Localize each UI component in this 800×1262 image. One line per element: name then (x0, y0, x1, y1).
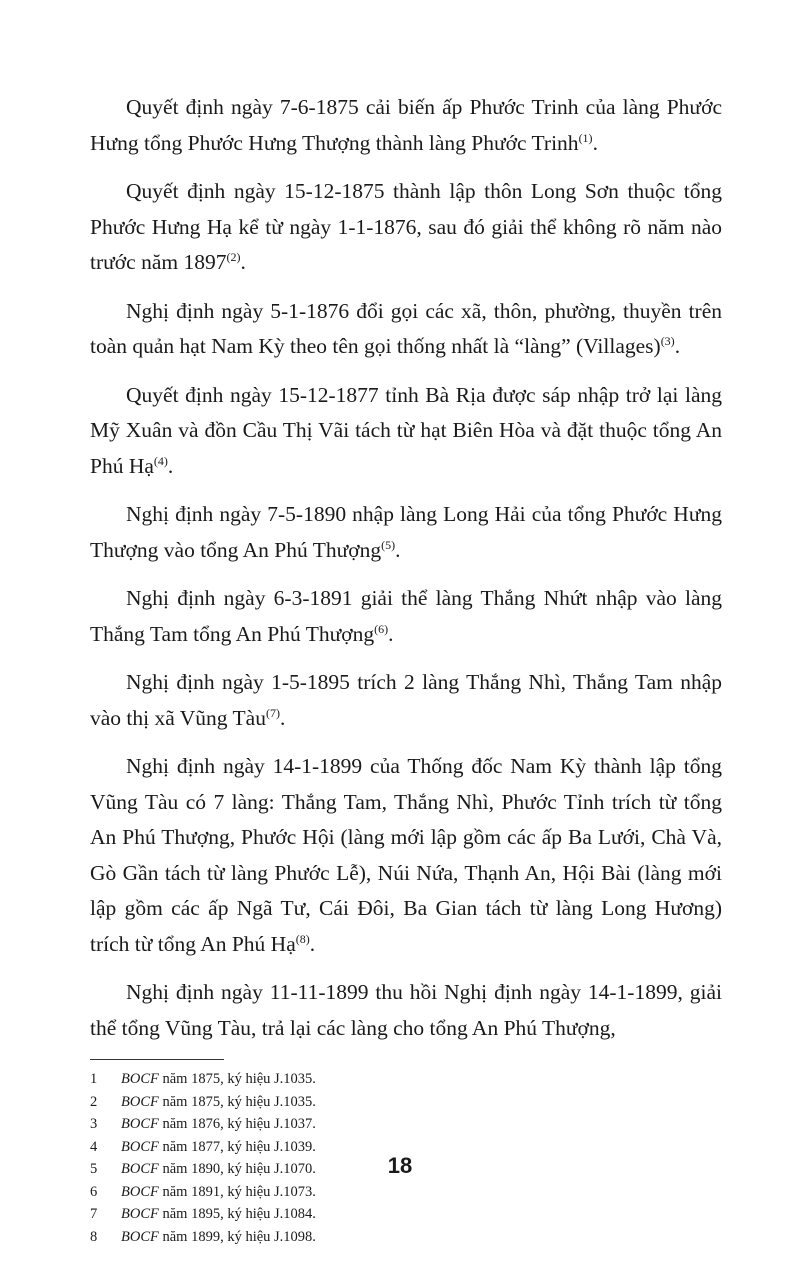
footnote-source: BOCF (121, 1071, 159, 1087)
footnote-2 (90, 1091, 722, 1114)
paragraph-text: Nghị định ngày 14-1-1899 của Thống đốc Nam Kỳ thành lập tổng Vũng Tàu có 7 làng: Thắng Tam, Thắng Nhì, Phước Tỉnh trích từ tổng An Phú Thượng, Phước Hội (làng mới lập gồm các ấp Ba Lưới, Chà Và, Gò Gần tách từ làng Phước Lễ), Núi Nứa, Thạnh An, Hội Bài (làng mới lập gồm các ấp Ngã Tư, Cái Đôi, Ba Gian tách từ làng Long Hương) trích từ tổng An Phú Hạ (90, 754, 722, 956)
footnote-text: năm 1875, ký hiệu J.1035. (158, 1071, 316, 1087)
paragraph-1 (90, 90, 722, 161)
footnote-divider (90, 1059, 224, 1060)
footnote-number: 8 (90, 1228, 98, 1245)
footnote-number: 1 (90, 1071, 98, 1087)
paragraph-text: Nghị định ngày 5-1-1876 đổi gọi các xã, thôn, phường, thuyền trên toàn quản hạt Nam Kỳ theo tên gọi thống nhất là “làng” (Villages) (90, 298, 722, 358)
footnote-number: 4 (90, 1138, 98, 1155)
paragraph-end: . (240, 250, 246, 274)
footnote-text: năm 1876, ký hiệu J.1037. (158, 1116, 316, 1132)
paragraph-end: . (279, 705, 286, 730)
footnote-text: năm 1875, ký hiệu J.1035. (158, 1093, 316, 1110)
paragraph-end: . (388, 621, 394, 646)
footnote-ref: (8) (295, 931, 310, 946)
paragraph-6 (90, 581, 722, 652)
footnote-source: BOCF (121, 1161, 159, 1177)
paragraph-text: Quyết định ngày 15-12-1877 tỉnh Bà Rịa được sáp nhập trở lại làng Mỹ Xuân và đồn Cầu Thị Vãi tách từ hạt Biên Hòa và đặt thuộc tổng An Phú Hạ (90, 382, 722, 478)
footnote-source: BOCF (121, 1138, 159, 1155)
footnote-number: 7 (90, 1206, 98, 1222)
footnote-ref: (2) (226, 250, 241, 264)
footnote-ref: (1) (578, 130, 593, 145)
paragraph-text: Quyết định ngày 7-6-1875 cải biến ấp Phước Trinh của làng Phước Hưng tổng Phước Hưng Thượng thành làng Phước Trinh (90, 95, 722, 155)
footnote-8 (90, 1226, 722, 1249)
paragraph-9 (90, 975, 722, 1046)
paragraph-text: Nghị định ngày 6-3-1891 giải thể làng Thắng Nhứt nhập vào làng Thắng Tam tổng An Phú Thượng (90, 586, 722, 646)
paragraph-end: . (309, 931, 316, 956)
paragraph-end: . (167, 453, 174, 478)
footnote-text: năm 1877, ký hiệu J.1039. (158, 1138, 316, 1155)
page-number: 18 (387, 1153, 413, 1178)
footnote-number: 3 (90, 1116, 98, 1132)
main-text (90, 90, 722, 1046)
paragraph-text: Nghị định ngày 11-11-1899 thu hồi Nghị định ngày 14-1-1899, giải thể tổng Vũng Tàu, trả lại các làng cho tổng An Phú Thượng, (90, 980, 722, 1040)
paragraph-2 (90, 174, 722, 281)
footnote-text: năm 1890, ký hiệu J.1070. (158, 1161, 316, 1177)
paragraph-end: . (395, 537, 401, 562)
paragraph-end: . (592, 130, 598, 155)
footnote-ref: (5) (381, 537, 396, 552)
paragraph-4 (90, 378, 722, 485)
paragraph-text: Nghị định ngày 7-5-1890 nhập làng Long Hải của tổng Phước Hưng Thượng vào tổng An Phú Thượng (90, 502, 722, 562)
footnote-6 (90, 1181, 722, 1204)
paragraph-8 (90, 749, 722, 962)
paragraph-end: . (674, 334, 681, 358)
footnote-number: 5 (90, 1161, 98, 1177)
paragraph-5 (90, 497, 722, 568)
footnote-text: năm 1899, ký hiệu J.1098. (158, 1228, 316, 1245)
footnote-7 (90, 1203, 722, 1226)
footnote-source: BOCF (121, 1228, 159, 1245)
footnote-source: BOCF (121, 1183, 159, 1200)
footnote-source: BOCF (121, 1116, 159, 1132)
footnote-1 (90, 1068, 722, 1091)
paragraph-7 (90, 665, 722, 736)
footnote-ref: (7) (265, 705, 280, 720)
footnote-source: BOCF (121, 1206, 159, 1222)
page-body (90, 90, 722, 1248)
footnote-ref: (4) (153, 453, 168, 468)
paragraph-text: Nghị định ngày 1-5-1895 trích 2 làng Thắng Nhì, Thắng Tam nhập vào thị xã Vũng Tàu (90, 670, 722, 730)
footnote-number: 6 (90, 1183, 98, 1200)
footnote-number: 2 (90, 1093, 98, 1110)
footnote-ref: (6) (374, 621, 389, 636)
footnote-3 (90, 1113, 722, 1136)
paragraph-3 (90, 294, 722, 365)
footnote-ref: (3) (660, 334, 675, 348)
footnote-source: BOCF (121, 1093, 159, 1110)
paragraph-text: Quyết định ngày 15-12-1875 thành lập thôn Long Sơn thuộc tổng Phước Hưng Hạ kể từ ngày 1-1-1876, sau đó giải thể không rõ năm nào trước năm 1897 (90, 179, 722, 274)
footnote-text: năm 1891, ký hiệu J.1073. (158, 1183, 316, 1200)
footnote-text: năm 1895, ký hiệu J.1084. (158, 1206, 316, 1222)
